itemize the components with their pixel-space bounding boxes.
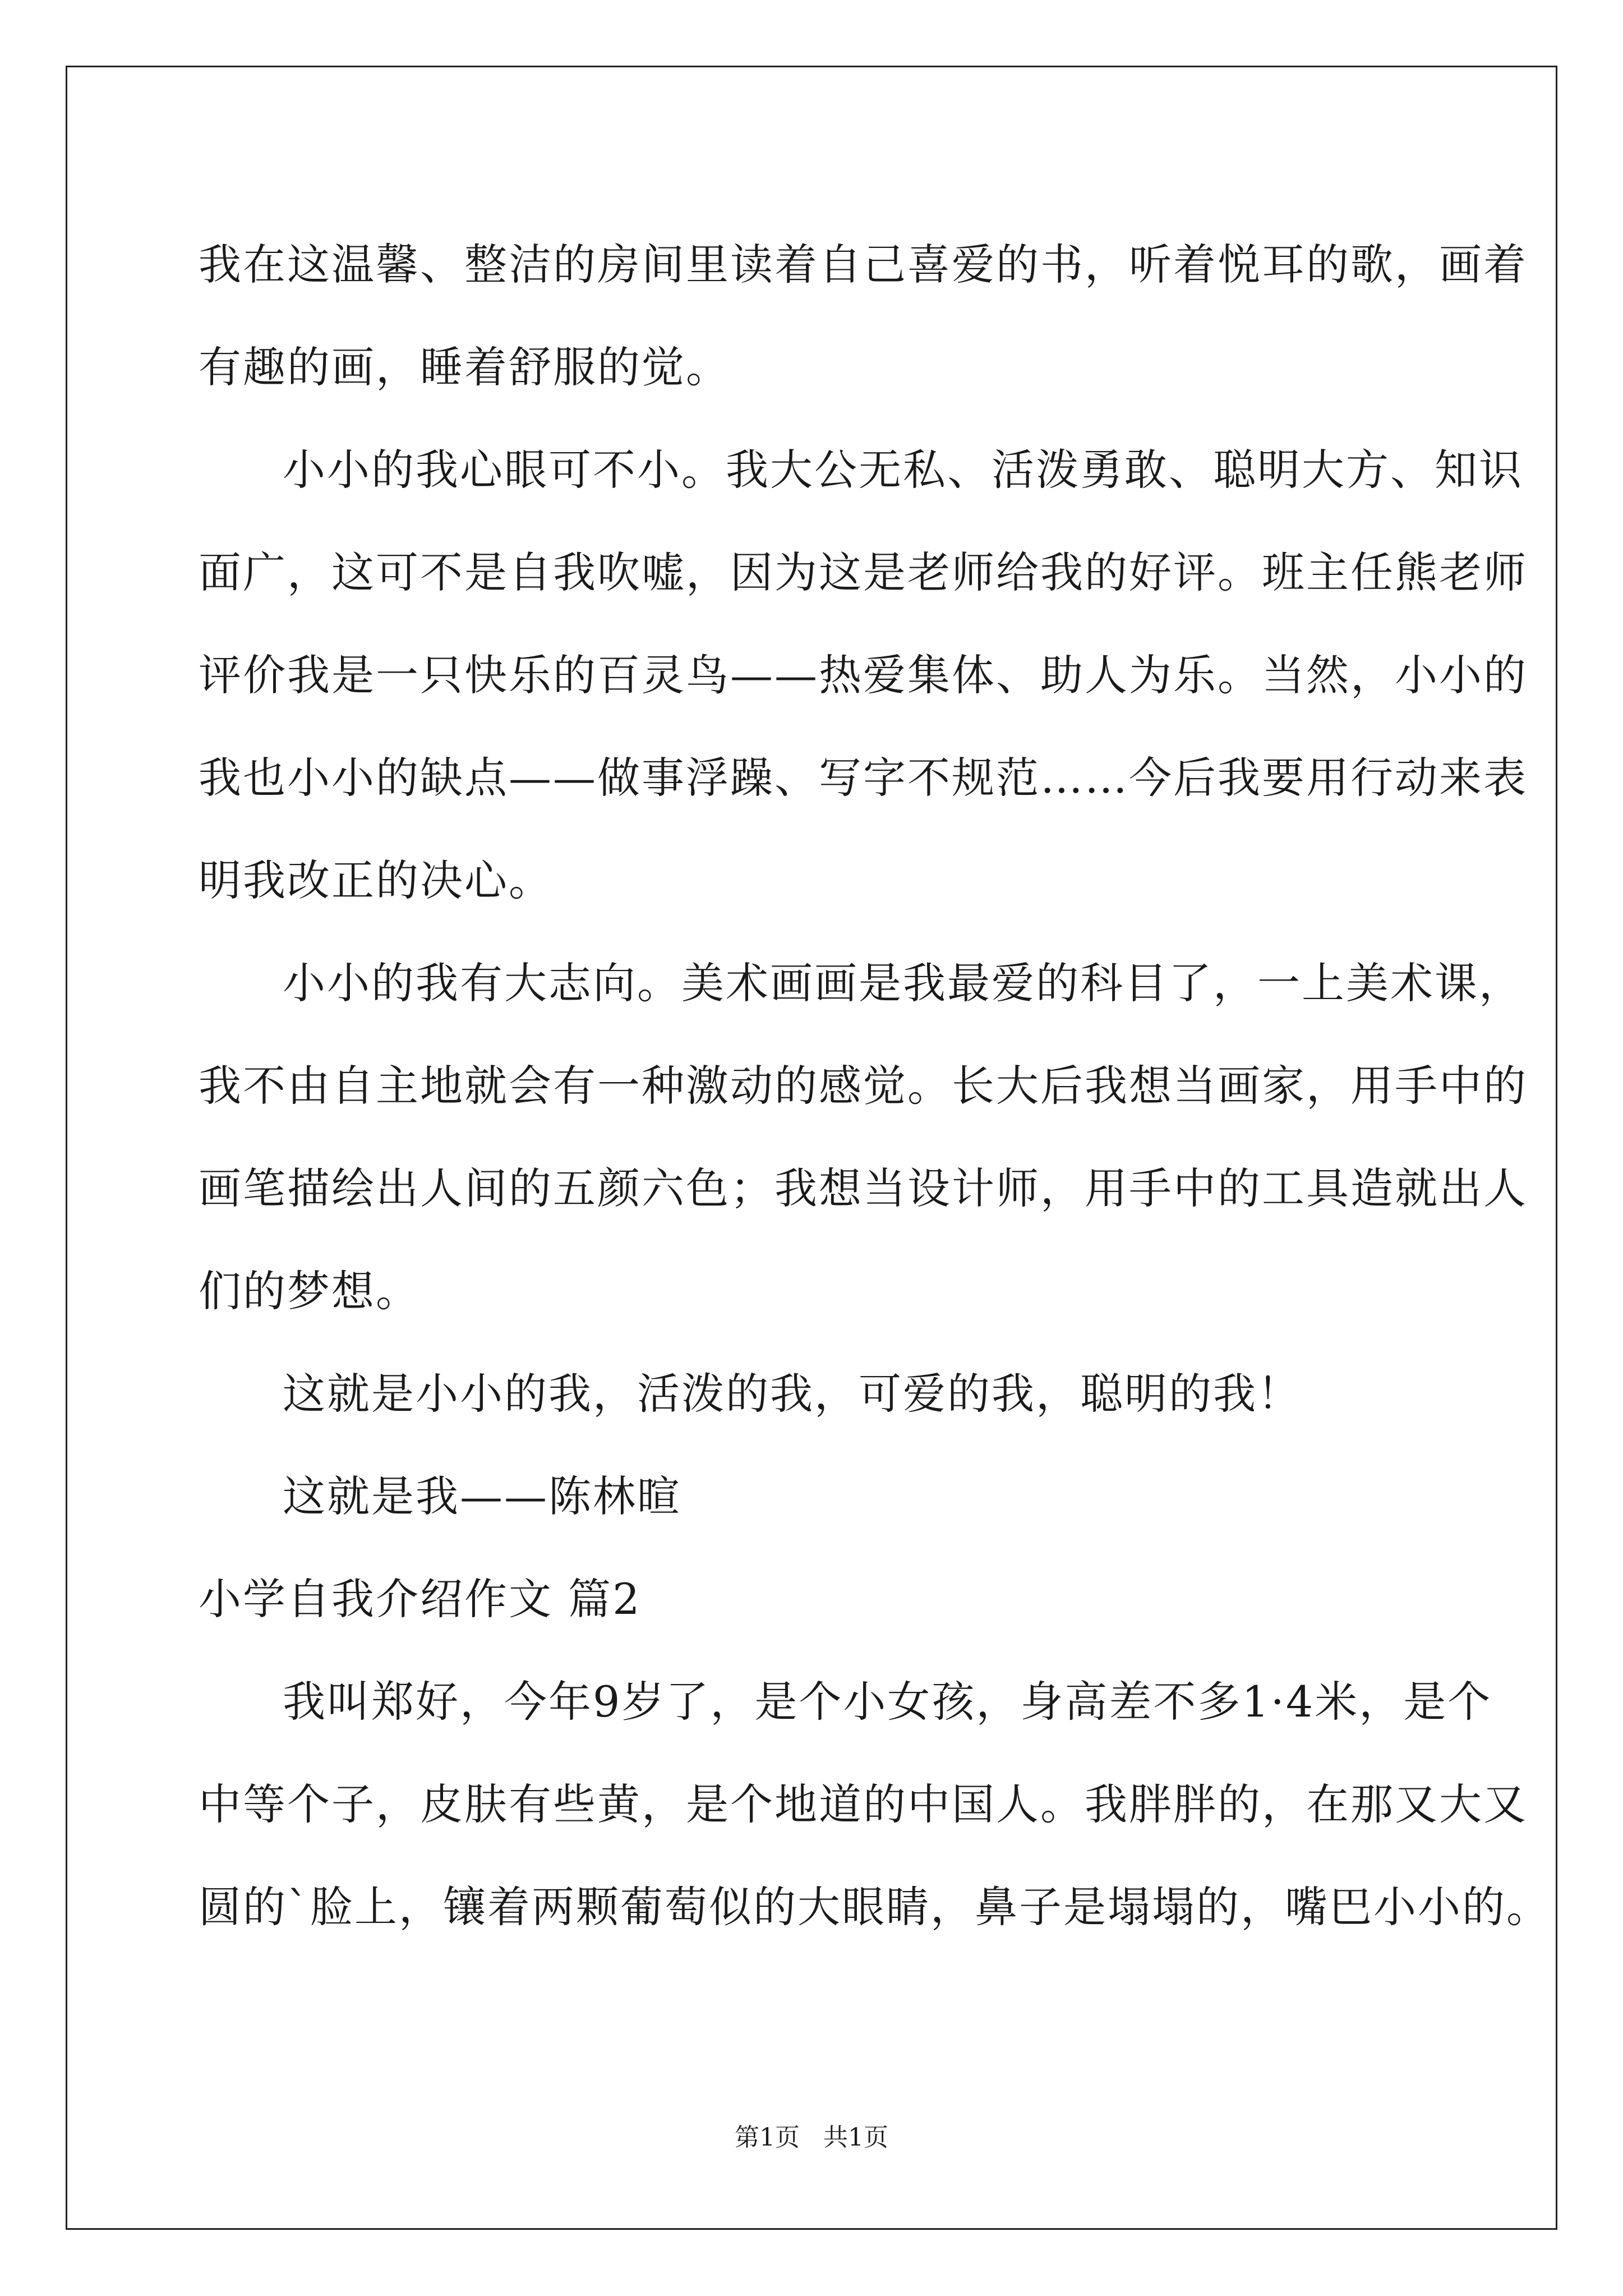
text-line-9: 我不由自主地就会有一种激动的感觉。长大后我想当画家，用手中的 xyxy=(199,1061,1528,1111)
text-line-3: 小小的我心眼可不小。我大公无私、活泼勇敢、聪明大方、知识 xyxy=(283,445,1523,495)
text-line-1: 我在这温馨、整洁的房间里读着自己喜爱的书，听着悦耳的歌，画着 xyxy=(199,240,1528,289)
text-line-7: 明我改正的决心。 xyxy=(199,855,553,905)
text-line-15: 我叫郑好，今年9岁了，是个小女孩，身高差不多1·4米，是个 xyxy=(283,1677,1492,1727)
text-line-12: 这就是小小的我，活泼的我，可爱的我，聪明的我！ xyxy=(283,1369,1302,1419)
page-number-footer: 第1页 共1页 xyxy=(735,2123,888,2152)
text-line-8: 小小的我有大志向。美术画画是我最爱的科目了，一上美术课， xyxy=(283,958,1523,1008)
text-line-6: 我也小小的缺点——做事浮躁、写字不规范……今后我要用行动来表 xyxy=(199,753,1528,803)
signature-line: 这就是我——陈林暄 xyxy=(283,1471,681,1521)
text-line-4: 面广，这可不是自我吹嘘，因为这是老师给我的好评。班主任熊老师 xyxy=(199,547,1528,597)
text-line-11: 们的梦想。 xyxy=(199,1266,420,1316)
document-body xyxy=(199,213,1551,1958)
text-line-2: 有趣的画，睡着舒服的觉。 xyxy=(199,342,730,392)
text-line-16: 中等个子，皮肤有些黄，是个地道的中国人。我胖胖的，在那又大又 xyxy=(199,1779,1528,1829)
text-line-5: 评价我是一只快乐的百灵鸟——热爱集体、助人为乐。当然，小小的 xyxy=(199,650,1528,700)
section-heading: 小学自我介绍作文 篇2 xyxy=(199,1574,642,1624)
text-line-17: 圆的`脸上，镶着两颗葡萄似的大眼睛，鼻子是塌塌的，嘴巴小小的。 xyxy=(199,1882,1551,1932)
text-line-10: 画笔描绘出人间的五颜六色；我想当设计师，用手中的工具造就出人 xyxy=(199,1163,1528,1213)
